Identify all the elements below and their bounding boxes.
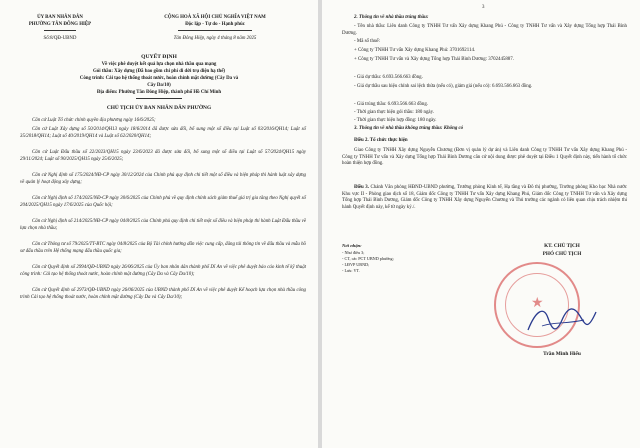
handwritten-signature [522,300,602,340]
seal-star-icon: ★ [531,296,544,311]
subject-line-5: Địa điểm: Phường Tân Đông Hiệp, thành phố Hồ Chí Minh [96,90,222,95]
page-number: 3 [482,5,485,10]
award-price: - Giá trúng thầu: 6.693.566.663 đồng. [354,102,429,107]
org-line-2: PHƯỜNG TÂN ĐÔNG HIỆP [28,22,92,27]
legal-basis-7: Căn cứ Thông tư số 79/2025/TT-BTC ngày 04/8/2025 của Bộ Tài chính hướng dẫn việc cung cấp, đăng tải thông tin về đấu thầu và mẫu hồ sơ đấu thầu trên Hệ thống mạng đấu thầu quốc gia; [20,242,306,254]
execution-time: - Thời gian thực hiện gói thầu: 180 ngày. [354,110,434,115]
legal-basis-3: Căn cứ Luật Đấu thầu số 22/2023/QH15 ngày 23/6/2023 đã được sửa đổi, bổ sung một số điều tại Luật số 57/2024/QH15 ngày 29/11/2024; Luật số 90/2025/QH15 ngày 25/6/2025; [20,150,306,162]
legal-basis-4: Căn cứ Nghị định số 175/2024/NĐ-CP ngày 30/12/2024 của Chính phủ quy định chi tiết một số điều và biện pháp thi hành luật xây dựng về quản lý hoạt động xây dựng; [20,173,306,185]
subject-line-1: Về việc phê duyệt kết quả lựa chọn nhà thầu qua mạng [101,62,217,67]
recipients-label: Nơi nhận: [342,243,362,248]
legal-basis-9: Căn cứ Quyết định số 2973/QĐ-UBND ngày 26/06/2025 của UBND thành phố Dĩ An về việc phê duyệt Kế hoạch lựa chọn nhà thầu công trình Cải tạo hệ thống thoát nước, hoàn chỉnh mặt đường (Cây Da và Cây Da/10); [20,288,306,300]
recipient-2: - CT, các PCT UBND phường; [342,256,394,261]
recipient-1: - Như điều 3; [342,250,365,255]
tax-id-1: + Công ty TNHH Tư vấn Xây dựng Khang Phú: 3701692114. [354,48,476,53]
losing-bidder-heading: 3. Thông tin về nhà thầu không trúng thầu: Không có [354,126,464,131]
tax-label: - Mã số thuế: [354,39,380,44]
article-2-body: Giao Công ty TNHH Xây dựng Nguyễn Chương (Đơn vị quản lý dự án) và Liên danh Công ty TNHH Tư vấn Xây dựng Khang Phú - Công ty TNHH Tư vấn và Xây dựng Tổng hợp Thái Bình Dương căn cứ nội dung được phê duyệt tại Điều 1 Quyết định này, tiến hành tổ chức hoàn thiện hợp đồng. [342,148,627,167]
contract-time: - Thời gian thực hiện hợp đồng: 180 ngày. [354,118,437,123]
legal-basis-5: Căn cứ Nghị định số 174/2025/NĐ-CP ngày 30/6/2025 của Chính phủ về quy định chính sách giảm thuế giá trị gia tăng theo Nghị quyết số 204/2025/QH15 ngày 17/6/2025 của Quốc hội; [20,196,306,208]
decision-title: QUYẾT ĐỊNH [141,54,177,60]
corrected-price: - Giá dự thầu sau hiệu chỉnh sai lệch thừa (nếu có), giảm giá (nếu có): 6.693.566.663 đồng. [354,84,533,89]
tax-id-2: + Công ty TNHH Tư vấn và Xây dựng Tổng hợp Thái Bình Dương: 3702445887. [354,57,514,62]
place-date: Tân Đông Hiệp, ngày 4 tháng 8 năm 2025 [173,36,257,41]
recipient-3: - LĐVP UBND; [342,262,370,267]
article-3-title: Điều 3. [354,185,369,190]
legal-basis-1: Căn cứ Luật Tổ chức chính quyền địa phương ngày 16/6/2025; [32,118,156,123]
subject-line-3: Công trình: Cải tạo hệ thống thoát nước, hoàn chỉnh mặt đường (Cây Da và [79,76,239,81]
signature-on-behalf: KT. CHỦ TỊCH [544,243,580,249]
org-underline [44,30,76,31]
page-right [322,0,640,448]
article-3-body [342,185,627,211]
contractor-heading: 2. Thông tin về nhà thầu trúng thầu: [354,15,429,20]
legal-basis-2: Căn cứ Luật Xây dựng số 50/2014/QH13 ngày 18/6/2014 đã được sửa đổi, bổ sung một số điều tại Luật số 03/2016/QH14; Luật số 35/2018/QH14; Luật số 40/2019/QH14 và Luật số 62/2020/QH14; [20,127,306,139]
motto-underline [178,30,252,31]
contractor-name: - Tên nhà thầu: Liên danh Công ty TNHH Tư vấn Xây dựng Khang Phú - Công ty TNHH Tư vấn và Xây dựng Tổng hợp Thái Bình Dương. [342,24,627,36]
page-left [0,0,318,448]
legal-basis-6: Căn cứ Nghị định số 214/2025/NĐ-CP ngày 04/8/2025 của Chính phủ quy định chi tiết một số điều và biện pháp thi hành Luật Đấu thầu về lựa chọn nhà thầu; [20,219,306,231]
org-line-1: ỦY BAN NHÂN DÂN [37,15,83,20]
subject-line-4: Cây Da/10) [147,83,171,88]
article-2-title: Điều 2. Tổ chức thực hiện [354,138,408,143]
title-underline [136,98,182,99]
bid-price: - Giá dự thầu: 6.693.566.663 đồng. [354,75,423,80]
authority-heading: CHỦ TỊCH ỦY BAN NHÂN DÂN PHƯỜNG [106,105,212,111]
recipient-4: - Lưu: VT. [342,268,360,273]
article-3-text: Chánh Văn phòng HĐND-UBND phường, Trưởng phòng Kinh tế, Hạ tầng và Đô thị phường, Trưởng phòng Kho bạc Nhà nước Khu vực II - Phòng giao dịch số 18, Giám đốc Công ty TNHH Tư vấn Xây dựng Khang Phú, Giám đốc Công ty TNHH Tư vấn và Xây dựng Tổng hợp Thái Bình Dương, Giám đốc Công ty TNHH Xây dựng Nguyễn Chương và Thủ trưởng các ngành có liên quan chịu trách nhiệm thi hành Quyết định này, kể từ ngày ký./. [342,185,627,210]
doc-number: Số:8/QĐ-UBND [43,36,77,41]
signer-name: Trần Minh Hiếu [543,351,581,357]
motto: Độc lập - Tự do - Hạnh phúc [185,22,245,27]
signature-title: PHÓ CHỦ TỊCH [542,251,582,257]
subject-line-2: Gói thầu: Xây dựng (Đã bao gồm chi phí di dời trụ điện hạ thế) [92,69,225,74]
country-name: CỘNG HOÀ XÃ HỘI CHỦ NGHĨA VIỆT NAM [164,15,266,20]
legal-basis-8: Căn cứ Quyết định số 2994/QĐ-UBND ngày 26/06/2025 của Ủy ban nhân dân thành phố Dĩ An về việc phê duyệt báo cáo kinh tế kỹ thuật công trình: Cải tạo hệ thống thoát nước, hoàn chỉnh mặt đường (Cây Da và Cây Da/10); [20,265,306,277]
